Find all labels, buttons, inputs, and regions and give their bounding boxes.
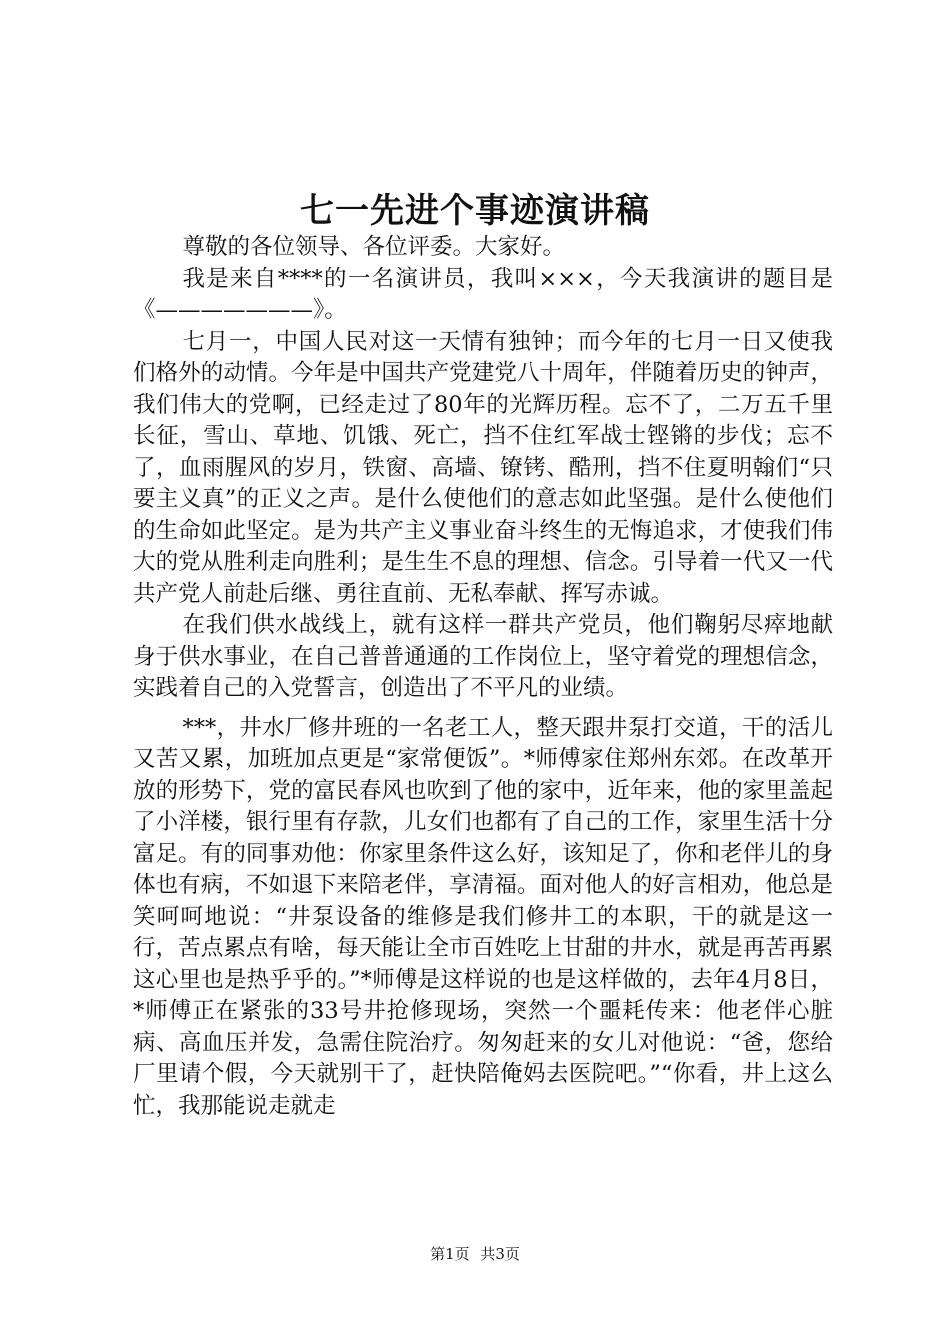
page-number: 第1页 (430, 1245, 470, 1263)
paragraph-water-supply: 在我们供水战线上，就有这样一群共产党员，他们鞠躬尽瘁地献身于供水事业，在自己普普通通的工作岗位上，坚守着党的理想信念，实践着自己的入党誓言，创造出了不平凡的业绩。 (133, 612, 833, 701)
document-body (133, 232, 833, 1122)
document-title: 七一先进个事迹演讲稿 (300, 191, 650, 231)
paragraph-july-first: 七月一，中国人民对这一天情有独钟；而今年的七月一日又使我们格外的动情。今年是中国共产党建党八十周年，伴随着历史的钟声，我们伟大的党啊，已经走过了80年的光辉历程。忘不了，二万五千里长征，雪山、草地、饥饿、死亡，挡不住红军战士铿锵的步伐；忘不了，血雨腥风的岁月，铁窗、高墙、镣铐、酷刑，挡不住夏明翰们“只要主义真”的正义之声。是什么使他们的意志如此坚强。是什么使他们的生命如此坚定。是为共产主义事业奋斗终生的无悔追求，才使我们伟大的党从胜利走向胜利；是生生不息的理想、信念。引导着一代又一代共产党人前赴后继、勇往直前、无私奉献、挥写赤诚。 (133, 328, 833, 607)
paragraph-greeting: 尊敬的各位领导、各位评委。大家好。 (182, 234, 566, 260)
page-total: 共3页 (480, 1245, 520, 1263)
page-footer (0, 1243, 950, 1264)
paragraph-master-story: ***，井水厂修井班的一名老工人，整天跟井泵打交道，干的活儿又苦又累，加班加点更是“家常便饭”。*师傅家住郑州东郊。在改革开放的形势下，党的富民春风也吹到了他的家中，近年来，他的家里盖起了小洋楼，银行里有存款，儿女们也都有了自己的工作，家里生活十分富足。有的同事劝他：你家里条件这么好，该知足了，你和老伴儿的身体也有病，不如退下来陪老伴，享清福。面对他人的好言相劝，他总是笑呵呵地说：“井泵设备的维修是我们修井工的本职，干的就是这一行，苦点累点有啥，每天能让全市百姓吃上甘甜的井水，就是再苦再累这心里也是热乎乎的。”*师傅是这样说的也是这样做的，去年4月8日，*师傅正在紧张的33号井抢修现场，突然一个噩耗传来：他老伴心脏病、高血压并发，急需住院治疗。匆匆赶来的女儿对他说：“爸，您给厂里请个假，今天就别干了，赶快陪俺妈去医院吧。”“你看，井上这么忙，我那能说走就走 (133, 714, 833, 1119)
paragraph-intro: 我是来自****的一名演讲员，我叫×××，今天我演讲的题目是《———————》。 (133, 265, 833, 323)
